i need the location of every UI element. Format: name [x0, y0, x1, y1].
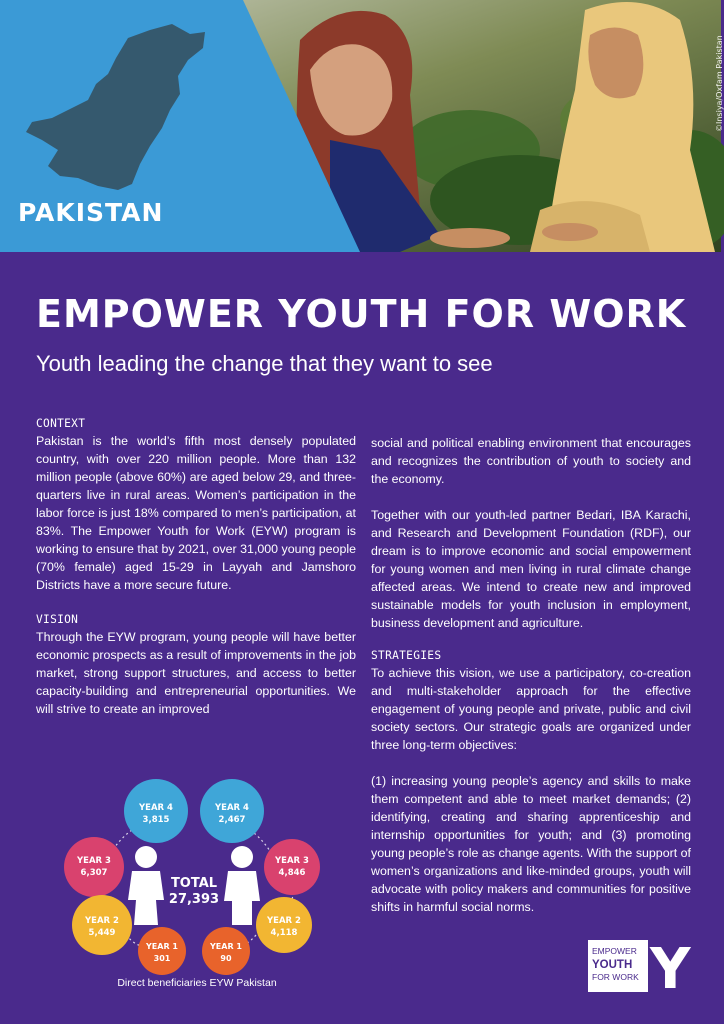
- vision-continuation: social and political enabling environment that encourages and recognizes the contribution of youth to society and the economy.: [371, 436, 691, 486]
- context-body: Pakistan is the world’s fifth most densely populated country, with over 220 million people. More than 132 million people (above 60%) are aged below 29, and three-quarters live in rural areas. Women’s participation in the labor force is just 18% compared to men’s participation, at 83%. The Empower Youth for Work (EYW) program is working to ensure that by 2021, over 31,000 young people (70% female) aged 15-29 in Layyah and Jamshoro Districts have a more secure future.: [36, 434, 356, 592]
- left-year1-label: YEAR 1: [146, 942, 178, 951]
- hero-banner: [0, 0, 724, 252]
- vision-body: Through the EYW program, young people will have better economic prospects as a result of improvements in the job market, strong support structures, and access to better capacity-building and entrepreneurial opportunities. We will strive to create an improved: [36, 630, 356, 716]
- photo-credit: ©Insiya/Oxfam Pakistan: [715, 35, 724, 132]
- left-year3-circle: [64, 837, 124, 897]
- left-year1-circle: [138, 927, 186, 975]
- eyw-logo: [588, 937, 696, 1002]
- partners-body: Together with our youth-led partner Bedari, IBA Karachi, and Research and Development Foundation (RDF), our dream is to improve economic and social empowerment for young women and men living in rural climate change affected areas. We intend to create new and improved sustainable models for youth inclusion in employment, business development and agriculture.: [371, 508, 691, 630]
- strategies-heading: STRATEGIES: [371, 649, 442, 662]
- infographic-caption: Direct beneficiaries EYW Pakistan: [117, 977, 277, 989]
- strategies-body: To achieve this vision, we use a participatory, co-creation and multi-stakeholder approach for the effective engagement of young people and private, public and civil society sectors. Our strategic goals are organized under three long-term objectives:: [371, 666, 691, 752]
- strategies-objectives: (1) increasing young people’s agency and skills to make them competent and able to meet market demands; (2) identifying, creating and sharing apprenticeship and internship opportunities for youth; and (3) promoting young people’s role as change agents. With the support of women’s organizations and like-minded groups, youth will advocate with policy makers and communities for positive shifts in harmful social norms.: [371, 774, 691, 914]
- left-year4-label: YEAR 4: [139, 803, 173, 813]
- right-year1-value: 90: [220, 954, 232, 963]
- right-year2-value: 4,118: [270, 928, 298, 938]
- total-value: 27,393: [168, 892, 220, 907]
- page-subtitle: Youth leading the change that they want to see: [36, 351, 493, 376]
- right-year4-value: 2,467: [218, 815, 246, 825]
- female-person-icon: [128, 846, 164, 925]
- right-year1-label: YEAR 1: [210, 942, 242, 951]
- right-year4-label: YEAR 4: [215, 803, 249, 813]
- vision-heading: VISION: [36, 613, 79, 626]
- right-year3-value: 4,846: [278, 868, 306, 878]
- left-year2-label: YEAR 2: [85, 916, 119, 926]
- beneficiaries-infographic: [66, 775, 316, 990]
- left-year3-label: YEAR 3: [77, 856, 111, 866]
- right-column: [371, 434, 691, 916]
- logo-line3: FOR WORK: [592, 972, 639, 982]
- logo-mark: Y: [650, 937, 691, 1002]
- context-heading: CONTEXT: [36, 417, 86, 430]
- page-title: EMPOWER YOUTH FOR WORK: [36, 292, 687, 336]
- left-year3-value: 6,307: [80, 868, 108, 878]
- logo-line2: YOUTH: [592, 959, 633, 971]
- right-year3-circle: [264, 839, 320, 895]
- left-year4-value: 3,815: [142, 815, 170, 825]
- total-label: TOTAL: [170, 876, 218, 891]
- logo-line1: EMPOWER: [592, 946, 637, 956]
- left-column: [36, 416, 356, 718]
- right-year3-label: YEAR 3: [275, 856, 309, 866]
- right-year1-circle: [202, 927, 250, 975]
- male-person-icon: [224, 846, 260, 925]
- left-year1-value: 301: [153, 954, 171, 963]
- left-year2-value: 5,449: [88, 928, 116, 938]
- country-label: PAKISTAN: [18, 198, 164, 227]
- right-year2-label: YEAR 2: [267, 916, 301, 926]
